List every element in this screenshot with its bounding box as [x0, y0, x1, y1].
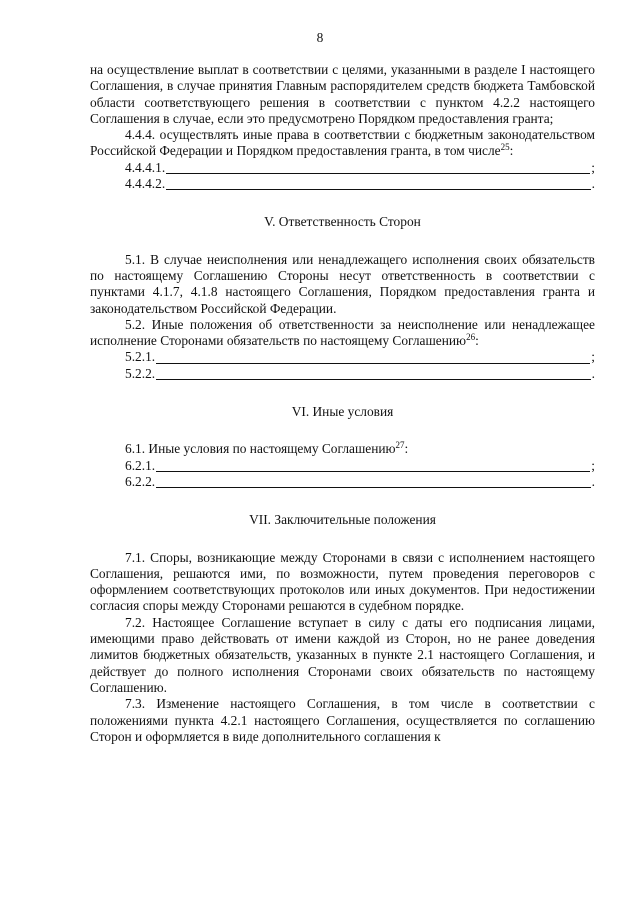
paragraph-4-4-4: [90, 127, 595, 160]
fill-line-5-2-1: [90, 349, 595, 365]
page-number: 8: [316, 30, 324, 45]
paragraph-punct: :: [475, 333, 479, 349]
fill-line-label: 5.2.1.: [125, 349, 156, 365]
paragraph-text: 4.4.4. осуществлять иные права в соответствии с бюджетным законодательством Российской Федерации и Порядком предоставления гранта, в том числе: [90, 127, 595, 159]
footnote-ref: 26: [466, 332, 476, 343]
fill-line-label: 5.2.2.: [125, 365, 156, 381]
paragraph-7-1: 7.1. Споры, возникающие между Сторонами в связи с исполнением настоящего Соглашения, решаются ими, по возможности, путем проведения переговоров с оформлением соответствующих протоколов или иных документов. При недостижении согласия споры между Сторонами решаются в судебном порядке.: [90, 549, 595, 614]
fill-line-label: 4.4.4.2.: [125, 176, 166, 192]
paragraph-5-2: [90, 317, 595, 350]
fill-line-6-2-2: [90, 474, 595, 490]
fill-line-end: .: [591, 473, 595, 489]
paragraph-5-1: 5.1. В случае неисполнения или ненадлежащего исполнения своих обязательств по настоящему Соглашению Стороны несут ответственность в соответствии с пунктами 4.1.7, 4.1.8 настоящего Соглашения, Порядком предоставления гранта и законодательством Российской Федерации.: [90, 251, 595, 316]
fill-line-6-2-1: [90, 458, 595, 474]
blank-underline: [156, 475, 591, 488]
paragraph-6-1: [90, 441, 595, 457]
paragraph-7-2: 7.2. Настоящее Соглашение вступает в силу с даты его подписания лицами, имеющими право действовать от имени каждой из Сторон, но не ранее доведения лимитов бюджетных обязательств, указанных в пункте 2.1 настоящего Соглашения, и действует до полного исполнения Сторонами своих обязательств по настоящему Соглашению.: [90, 614, 595, 695]
blank-underline: [156, 459, 590, 472]
fill-line-4-4-4-2: [90, 176, 595, 192]
fill-line-end: ;: [591, 457, 595, 473]
blank-underline: [156, 367, 591, 380]
section-heading-6: VI. Иные условия: [291, 404, 394, 420]
footnote-ref: 25: [500, 142, 510, 153]
blank-underline: [166, 161, 590, 174]
fill-line-label: 4.4.4.1.: [125, 159, 166, 175]
blank-underline: [156, 351, 590, 364]
footnote-ref: 27: [395, 440, 405, 451]
fill-line-end: ;: [591, 349, 595, 365]
paragraph-punct: :: [404, 441, 409, 457]
fill-line-end: .: [591, 365, 595, 381]
fill-line-label: 6.2.1.: [125, 457, 156, 473]
section-heading-7: VII. Заключительные положения: [249, 512, 436, 528]
document-body: [90, 62, 595, 745]
fill-line-label: 6.2.2.: [125, 473, 156, 489]
paragraph-continuation: на осуществление выплат в соответствии с целями, указанными в разделе I настоящего Соглашения, в случае принятия Главным распорядителем средств бюджета Тамбовской области соответствующего решения в соответствии с пунктом 4.2.2 настоящего Соглашения в случае, если это предусмотрено Порядком предоставления гранта;: [90, 62, 595, 126]
blank-underline: [166, 177, 590, 190]
section-heading-5: V. Ответственность Сторон: [264, 214, 421, 230]
fill-line-end: .: [591, 176, 595, 192]
fill-line-end: ;: [591, 159, 595, 175]
paragraph-7-3: 7.3. Изменение настоящего Соглашения, в том числе в соответствии с положениями пункта 4.2.1 настоящего Соглашения, осуществляется по соглашению Сторон и оформляется в виде дополнительного соглашения к: [90, 696, 595, 744]
paragraph-punct: :: [509, 143, 514, 159]
paragraph-text: 5.2. Иные положения об ответственности за неисполнение или ненадлежащее исполнение Сторонами обязательств по настоящему Соглашению: [90, 316, 595, 349]
fill-line-4-4-4-1: [90, 160, 595, 176]
paragraph-text: 6.1. Иные условия по настоящему Соглашению: [125, 441, 396, 457]
fill-line-5-2-2: [90, 366, 595, 382]
